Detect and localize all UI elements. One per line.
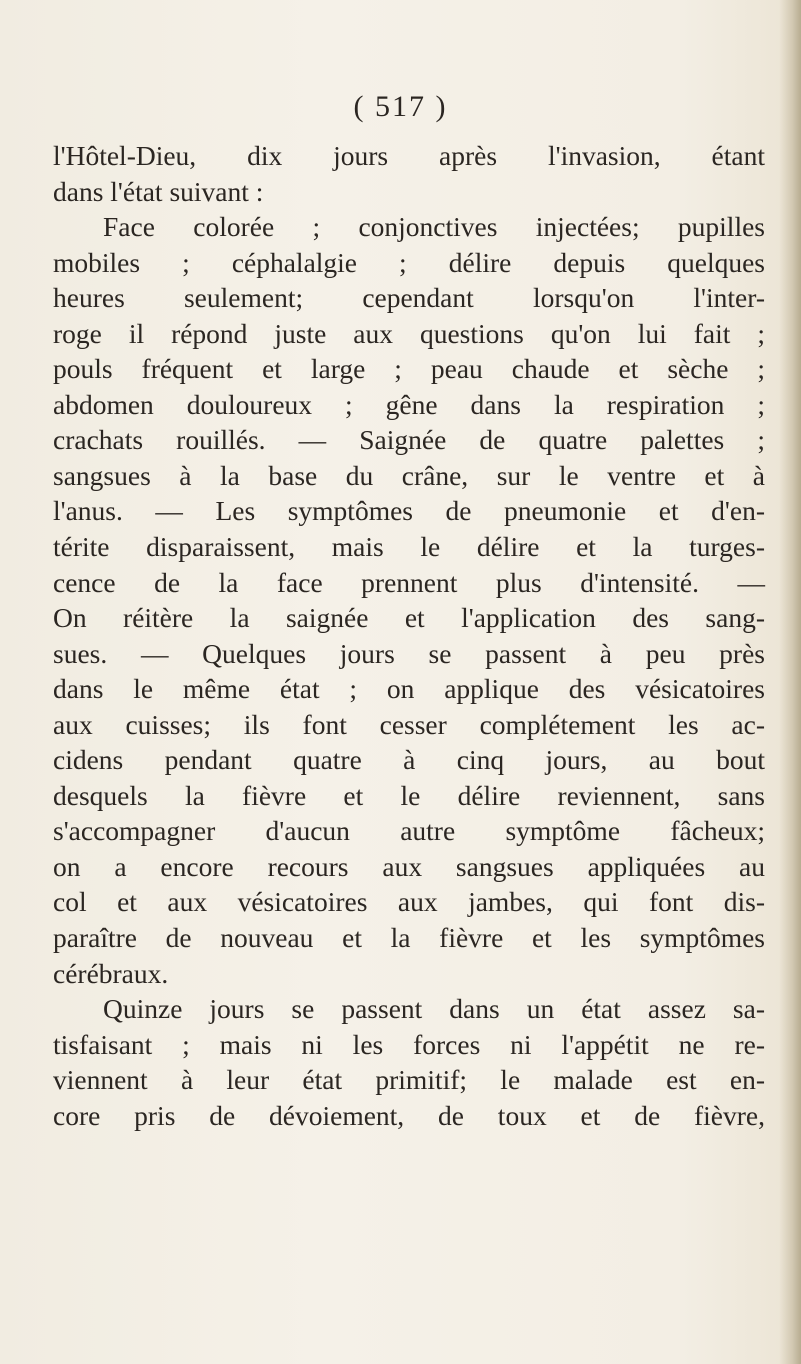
body-text bbox=[53, 138, 765, 1133]
text-line: cidens pendant quatre à cinq jours, au bout bbox=[53, 744, 765, 776]
text-line: pouls fréquent et large ; peau chaude et sèche ; bbox=[53, 353, 765, 385]
text-line: on a encore recours aux sangsues appliquées au bbox=[53, 850, 765, 882]
text-line: mobiles ; céphalalgie ; délire depuis quelques bbox=[53, 246, 765, 278]
text-line: viennent à leur état primitif; le malade est en- bbox=[53, 1064, 765, 1096]
text-line: col et aux vésicatoires aux jambes, qui font dis- bbox=[53, 886, 765, 918]
text-line: Quinze jours se passent dans un état assez sa- bbox=[103, 993, 765, 1025]
text-line: tisfaisant ; mais ni les forces ni l'appétit ne re- bbox=[53, 1028, 765, 1060]
text-line: On réitère la saignée et l'application des sang- bbox=[53, 602, 765, 634]
text-line: cence de la face prennent plus d'intensité. — bbox=[53, 566, 765, 598]
text-line: desquels la fièvre et le délire reviennent, sans bbox=[53, 779, 765, 811]
text-line: paraître de nouveau et la fièvre et les symptômes bbox=[53, 922, 765, 954]
text-line: l'Hôtel-Dieu, dix jours après l'invasion, étant bbox=[53, 140, 765, 171]
text-line: heures seulement; cependant lorsqu'on l'inter- bbox=[53, 282, 765, 314]
page-number: ( 517 ) bbox=[353, 90, 448, 123]
text-line: roge il répond juste aux questions qu'on lui fait ; bbox=[53, 317, 765, 349]
text-line: aux cuisses; ils font cesser complétement les ac- bbox=[53, 708, 765, 740]
text-line: crachats rouillés. — Saignée de quatre palettes ; bbox=[53, 424, 765, 456]
text-line: dans le même état ; on applique des vésicatoires bbox=[53, 673, 765, 705]
text-line: s'accompagner d'aucun autre symptôme fâcheux; bbox=[53, 815, 765, 847]
text-line: sues. — Quelques jours se passent à peu près bbox=[53, 637, 765, 669]
text-line: l'anus. — Les symptômes de pneumonie et d'en- bbox=[53, 495, 765, 527]
text-line: core pris de dévoiement, de toux et de fièvre, bbox=[53, 1099, 765, 1131]
text-line: abdomen douloureux ; gêne dans la respiration ; bbox=[53, 388, 765, 420]
text-line: dans l'état suivant : bbox=[53, 175, 264, 207]
page-edge-shadow bbox=[779, 0, 801, 1364]
text-line: sangsues à la base du crâne, sur le ventre et à bbox=[53, 459, 765, 491]
text-line: térite disparaissent, mais le délire et la turges- bbox=[53, 531, 765, 563]
text-line: Face colorée ; conjonctives injectées; pupilles bbox=[103, 211, 765, 243]
text-line: cérébraux. bbox=[53, 957, 169, 989]
